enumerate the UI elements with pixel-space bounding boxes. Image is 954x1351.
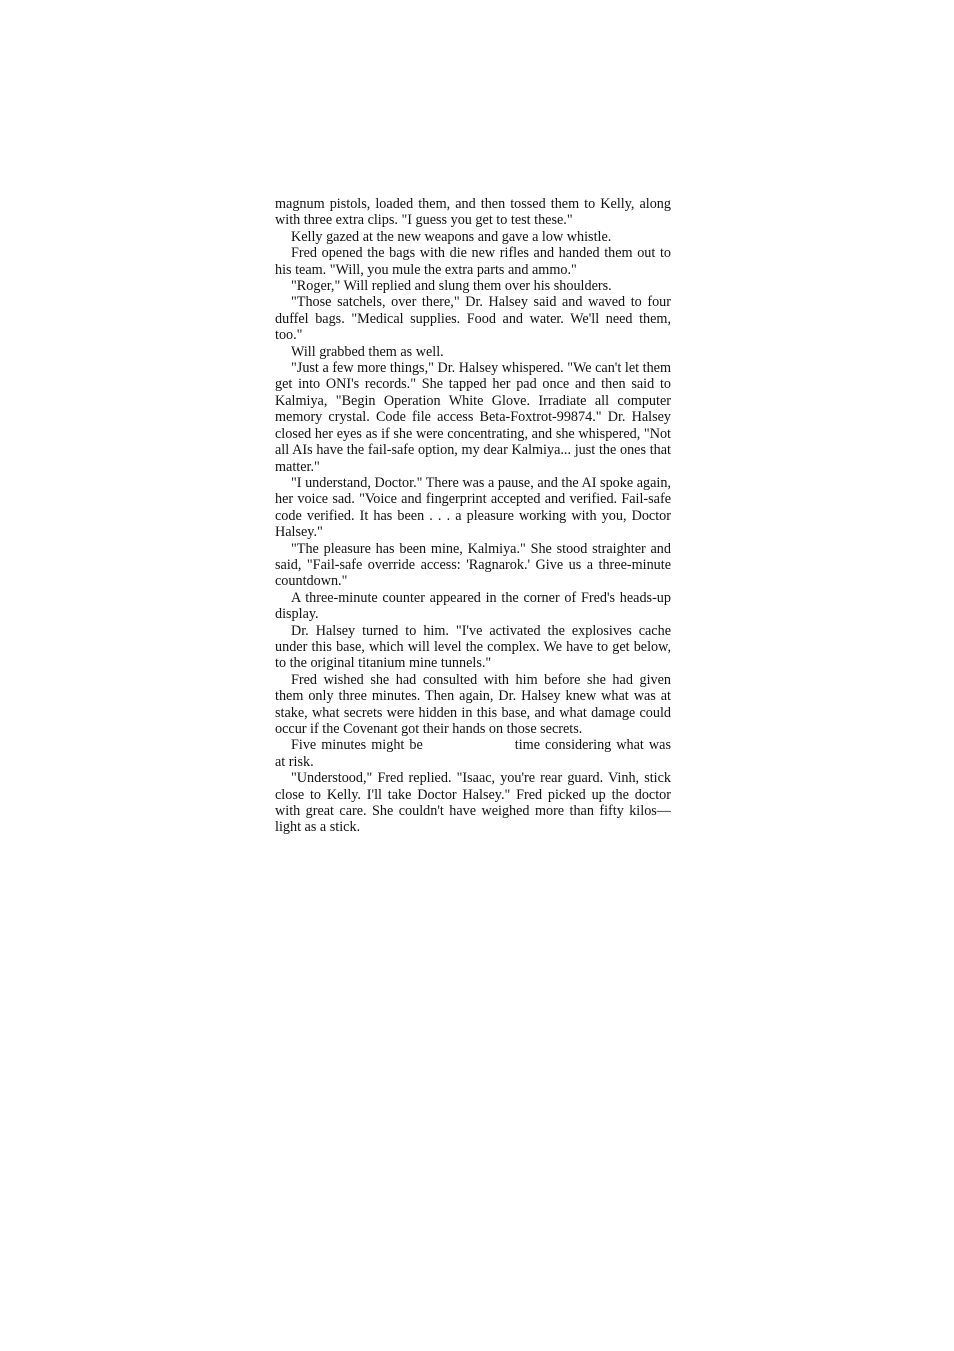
book-page — [275, 196, 671, 836]
text-after-gap: time considering what was at risk. — [275, 737, 671, 770]
paragraph: "I understand, Doctor." There was a pause, and the AI spoke again, her voice sad. "Voice and fingerprint accepted and verified. Fail-safe code verified. It has been . . . a pleasure working with you, Doctor Halsey." — [275, 474, 671, 541]
paragraph: "The pleasure has been mine, Kalmiya." She stood straighter and said, "Fail-safe override access: 'Ragnarok.' Give us a three-minute countdown." — [275, 540, 671, 590]
paragraph: A three-minute counter appeared in the corner of Fred's heads-up display. — [275, 589, 671, 623]
paragraph: "Understood," Fred replied. "Isaac, you're rear guard. Vinh, stick close to Kelly. I'll take Doctor Halsey." Fred picked up the doctor with great care. She couldn't have weighed more than fifty kilos—light as a stick. — [275, 770, 671, 836]
text-before-gap: Five minutes might be — [291, 737, 423, 754]
paragraph: "Just a few more things," Dr. Halsey whispered. "We can't let them get into ONI's records." She tapped her pad once and then said to Kalmiya, "Begin Operation White Glove. Irradiate all computer memory crystal. Code file access Beta-Foxtrot-99874." Dr. Halsey closed her eyes as if she were concentrating, and she whispered, "Not all AIs have the fail-safe option, my dear Kalmiya... just the ones that matter." — [275, 360, 671, 475]
paragraph: magnum pistols, loaded them, and then tossed them to Kelly, along with three extra clips. "I guess you get to test these." — [275, 196, 671, 229]
paragraph: Kelly gazed at the new weapons and gave a low whistle. — [291, 228, 612, 245]
paragraph: Fred opened the bags with die new rifles and handed them out to his team. "Will, you mule the extra parts and ammo." — [275, 245, 671, 278]
paragraph-with-gap — [275, 737, 671, 770]
paragraph: "Those satchels, over there," Dr. Halsey said and waved to four duffel bags. "Medical supplies. Food and water. We'll need them, too." — [275, 294, 671, 344]
paragraph: Will grabbed them as well. — [291, 343, 444, 360]
paragraph: Dr. Halsey turned to him. "I've activated the explosives cache under this base, which will level the complex. We have to get below, to the original titanium mine tunnels." — [275, 622, 671, 672]
paragraph: Fred wished she had consulted with him before she had given them only three minutes. Then again, Dr. Halsey knew what was at stake, what secrets were hidden in this base, and what damage could occur if the Covenant got their hands on those secrets. — [275, 671, 671, 737]
paragraph: "Roger," Will replied and slung them over his shoulders. — [291, 278, 612, 295]
